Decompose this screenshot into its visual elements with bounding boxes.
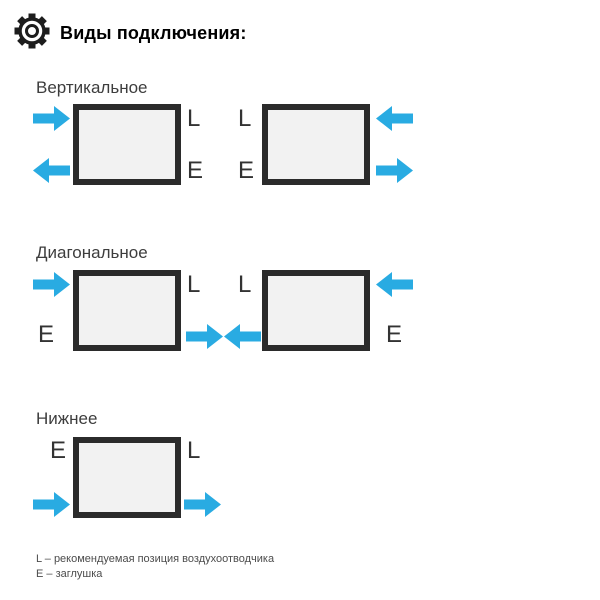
arrow-right-icon — [376, 158, 413, 183]
radiator-box — [73, 270, 181, 351]
arrow-left-icon — [224, 324, 261, 349]
section-title-vertical: Вертикальное — [36, 78, 148, 97]
plug-label: E — [238, 157, 255, 184]
arrow-right-icon — [33, 492, 70, 517]
radiator-box — [73, 437, 181, 518]
section-title-diagonal: Диагональное — [36, 243, 148, 262]
air-vent-label: L — [238, 105, 252, 132]
plug-label: E — [38, 321, 55, 348]
arrow-right-icon — [33, 106, 70, 131]
page-title: Виды подключения: — [60, 23, 247, 43]
arrow-left-icon — [376, 106, 413, 131]
arrow-left-icon — [33, 158, 70, 183]
plug-label: E — [187, 157, 204, 184]
section-title-bottom: Нижнее — [36, 409, 98, 428]
arrow-right-icon — [184, 492, 221, 517]
arrow-right-icon — [186, 324, 223, 349]
gear-icon — [14, 13, 50, 54]
arrow-left-icon — [376, 272, 413, 297]
air-vent-label: L — [238, 271, 252, 298]
air-vent-label: L — [187, 437, 201, 464]
legend-air-vent: L – рекомендуемая позиция воздухоотводчика — [36, 553, 275, 565]
radiator-box — [262, 270, 370, 351]
air-vent-label: L — [187, 105, 201, 132]
radiator-box — [73, 104, 181, 185]
plug-label: E — [386, 321, 403, 348]
legend-plug: E – заглушка — [36, 568, 103, 580]
arrow-right-icon — [33, 272, 70, 297]
air-vent-label: L — [187, 271, 201, 298]
radiator-box — [262, 104, 370, 185]
plug-label: E — [50, 437, 67, 464]
